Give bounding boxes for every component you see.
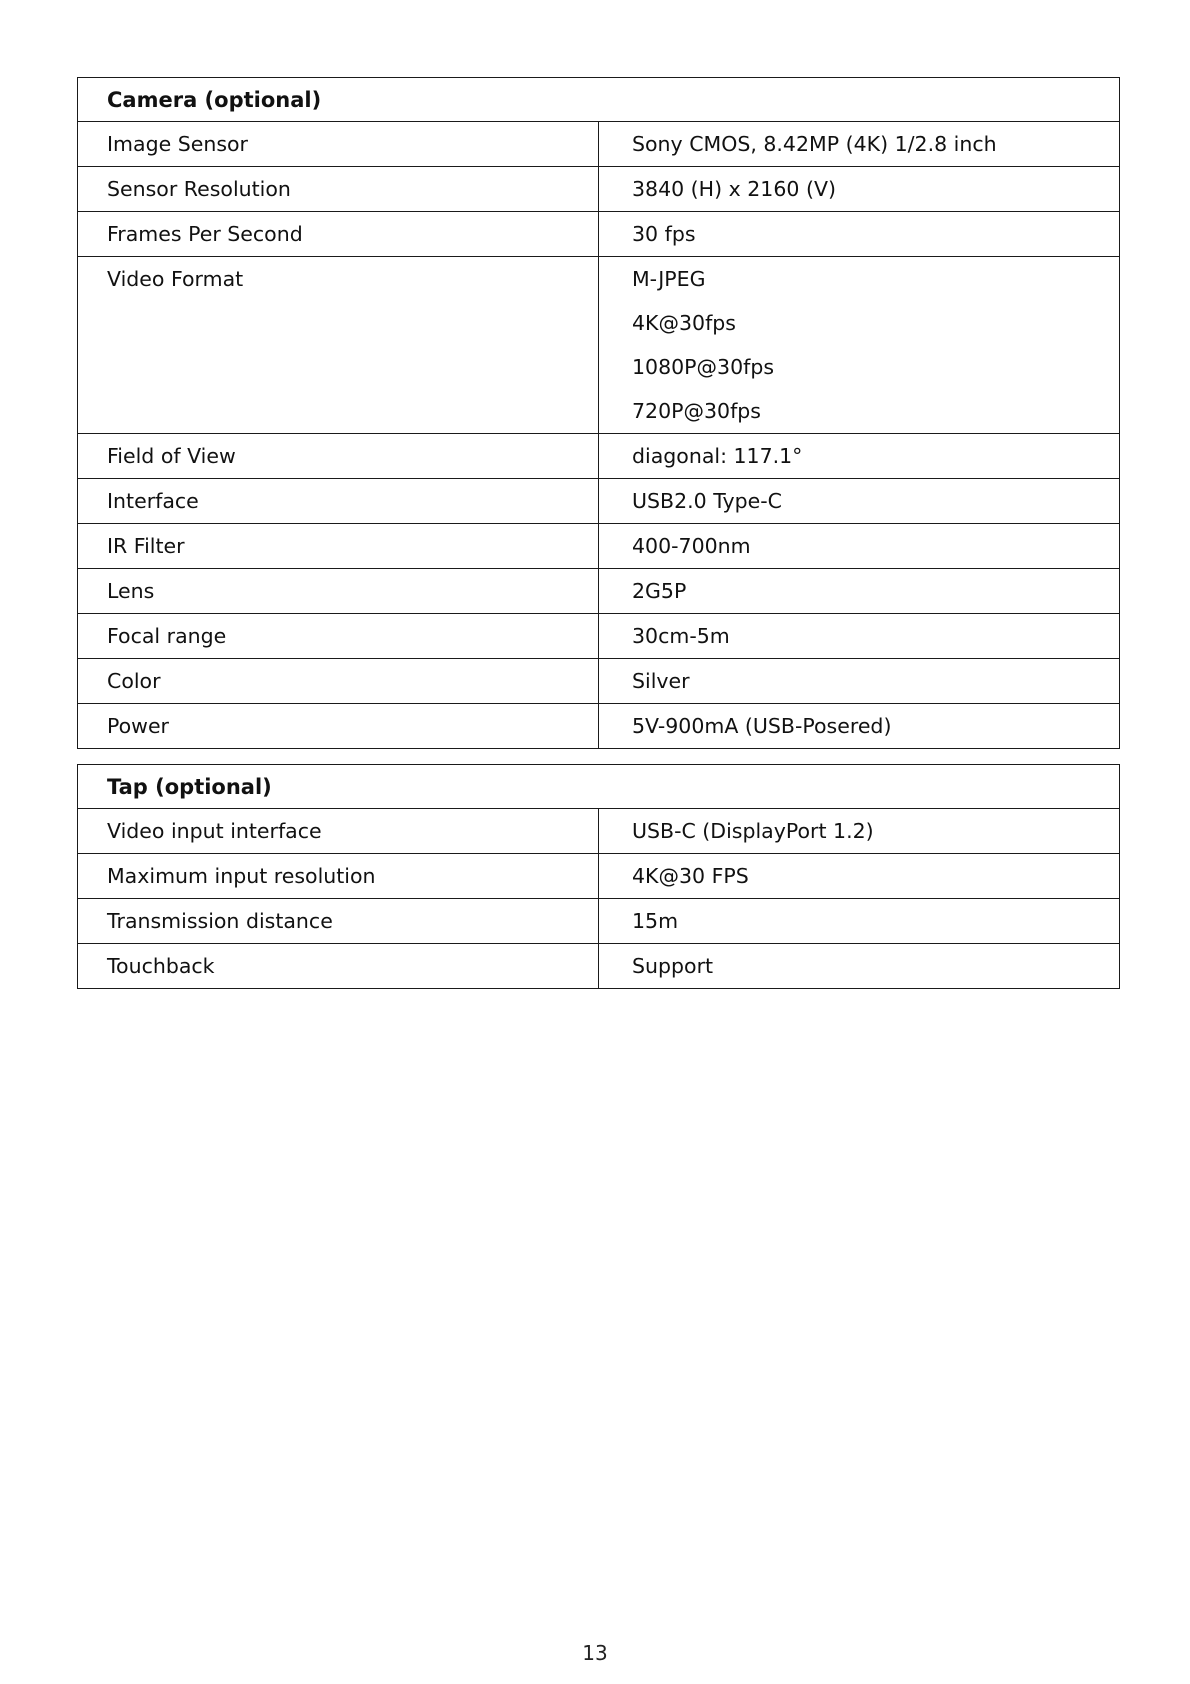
spec-value: 400-700nm (632, 534, 751, 558)
spec-row (78, 524, 1120, 569)
spec-value-cell (599, 212, 1120, 257)
spec-value: 5V-900mA (USB-Posered) (632, 714, 892, 738)
tap-table-body (78, 809, 1120, 989)
spec-value: Support (632, 954, 714, 978)
spec-value: 3840 (H) x 2160 (V) (632, 177, 836, 201)
spec-row (78, 809, 1120, 854)
spec-label-cell (78, 524, 599, 569)
spec-value-cell (599, 809, 1120, 854)
spec-label: Video input interface (107, 819, 322, 843)
spec-row (78, 122, 1120, 167)
spec-label-cell (78, 257, 599, 434)
spec-value: 4K@30fps (632, 311, 736, 335)
spec-row (78, 704, 1120, 749)
spec-row (78, 167, 1120, 212)
spec-value: 30cm-5m (632, 624, 730, 648)
spec-value-cell (599, 524, 1120, 569)
camera-spec-table (77, 77, 1120, 749)
spec-label: Interface (107, 489, 199, 513)
spec-label-cell (78, 809, 599, 854)
spec-value: 2G5P (632, 579, 687, 603)
spec-row (78, 614, 1120, 659)
spec-label-cell (78, 122, 599, 167)
spec-row (78, 434, 1120, 479)
spec-label: Focal range (107, 624, 227, 648)
page-number: 13 (582, 1641, 608, 1665)
spec-label: Sensor Resolution (107, 177, 291, 201)
spec-value-cell (599, 944, 1120, 989)
spec-row (78, 479, 1120, 524)
spec-value-cell (599, 434, 1120, 479)
spec-value: M-JPEG (632, 267, 706, 291)
spec-label-cell (78, 614, 599, 659)
spec-value-cell (599, 122, 1120, 167)
spec-label-cell (78, 944, 599, 989)
spec-row (78, 854, 1120, 899)
spec-label-cell (78, 704, 599, 749)
spec-value-cell (599, 659, 1120, 704)
spec-label: Video Format (107, 267, 244, 291)
spec-value-cell (599, 704, 1120, 749)
spec-label-cell (78, 659, 599, 704)
spec-label-cell (78, 479, 599, 524)
spec-label: Image Sensor (107, 132, 248, 156)
tap-table-title: Tap (optional) (78, 765, 1120, 809)
spec-label: Power (107, 714, 169, 738)
spec-label: Frames Per Second (107, 222, 303, 246)
camera-table-body (78, 122, 1120, 749)
spec-value: USB2.0 Type-C (632, 489, 782, 513)
spec-label: Maximum input resolution (107, 864, 376, 888)
spec-row (78, 257, 1120, 434)
spec-row (78, 944, 1120, 989)
spec-label-cell (78, 899, 599, 944)
spec-value: Sony CMOS, 8.42MP (4K) 1/2.8 inch (632, 132, 997, 156)
spec-value: 720P@30fps (632, 399, 761, 423)
tap-table-header-row (78, 765, 1120, 809)
spec-row (78, 569, 1120, 614)
spec-label: Lens (107, 579, 155, 603)
spec-value-cell (599, 479, 1120, 524)
spec-label-cell (78, 569, 599, 614)
spec-label: Touchback (107, 954, 215, 978)
spec-value-cell (599, 257, 1120, 434)
spec-value: 1080P@30fps (632, 355, 775, 379)
spec-label-cell (78, 434, 599, 479)
spec-label-cell (78, 212, 599, 257)
spec-value: 4K@30 FPS (632, 864, 749, 888)
spec-value-cell (599, 614, 1120, 659)
spec-label: Color (107, 669, 161, 693)
spec-value-cell (599, 167, 1120, 212)
spec-label-cell (78, 854, 599, 899)
spec-value-cell (599, 569, 1120, 614)
spec-label: Transmission distance (107, 909, 333, 933)
camera-table-header-row (78, 78, 1120, 122)
spec-value: USB-C (DisplayPort 1.2) (632, 819, 874, 843)
spec-row (78, 899, 1120, 944)
spec-value-cell (599, 899, 1120, 944)
spec-label-cell (78, 167, 599, 212)
spec-value: Silver (632, 669, 690, 693)
spec-row (78, 212, 1120, 257)
spec-label: Field of View (107, 444, 236, 468)
camera-table-title: Camera (optional) (78, 78, 1120, 122)
spec-label: IR Filter (107, 534, 185, 558)
spec-row (78, 659, 1120, 704)
spec-value: 30 fps (632, 222, 696, 246)
tap-spec-table (77, 764, 1120, 989)
spec-value-cell (599, 854, 1120, 899)
spec-value: diagonal: 117.1° (632, 444, 803, 468)
spec-value: 15m (632, 909, 679, 933)
